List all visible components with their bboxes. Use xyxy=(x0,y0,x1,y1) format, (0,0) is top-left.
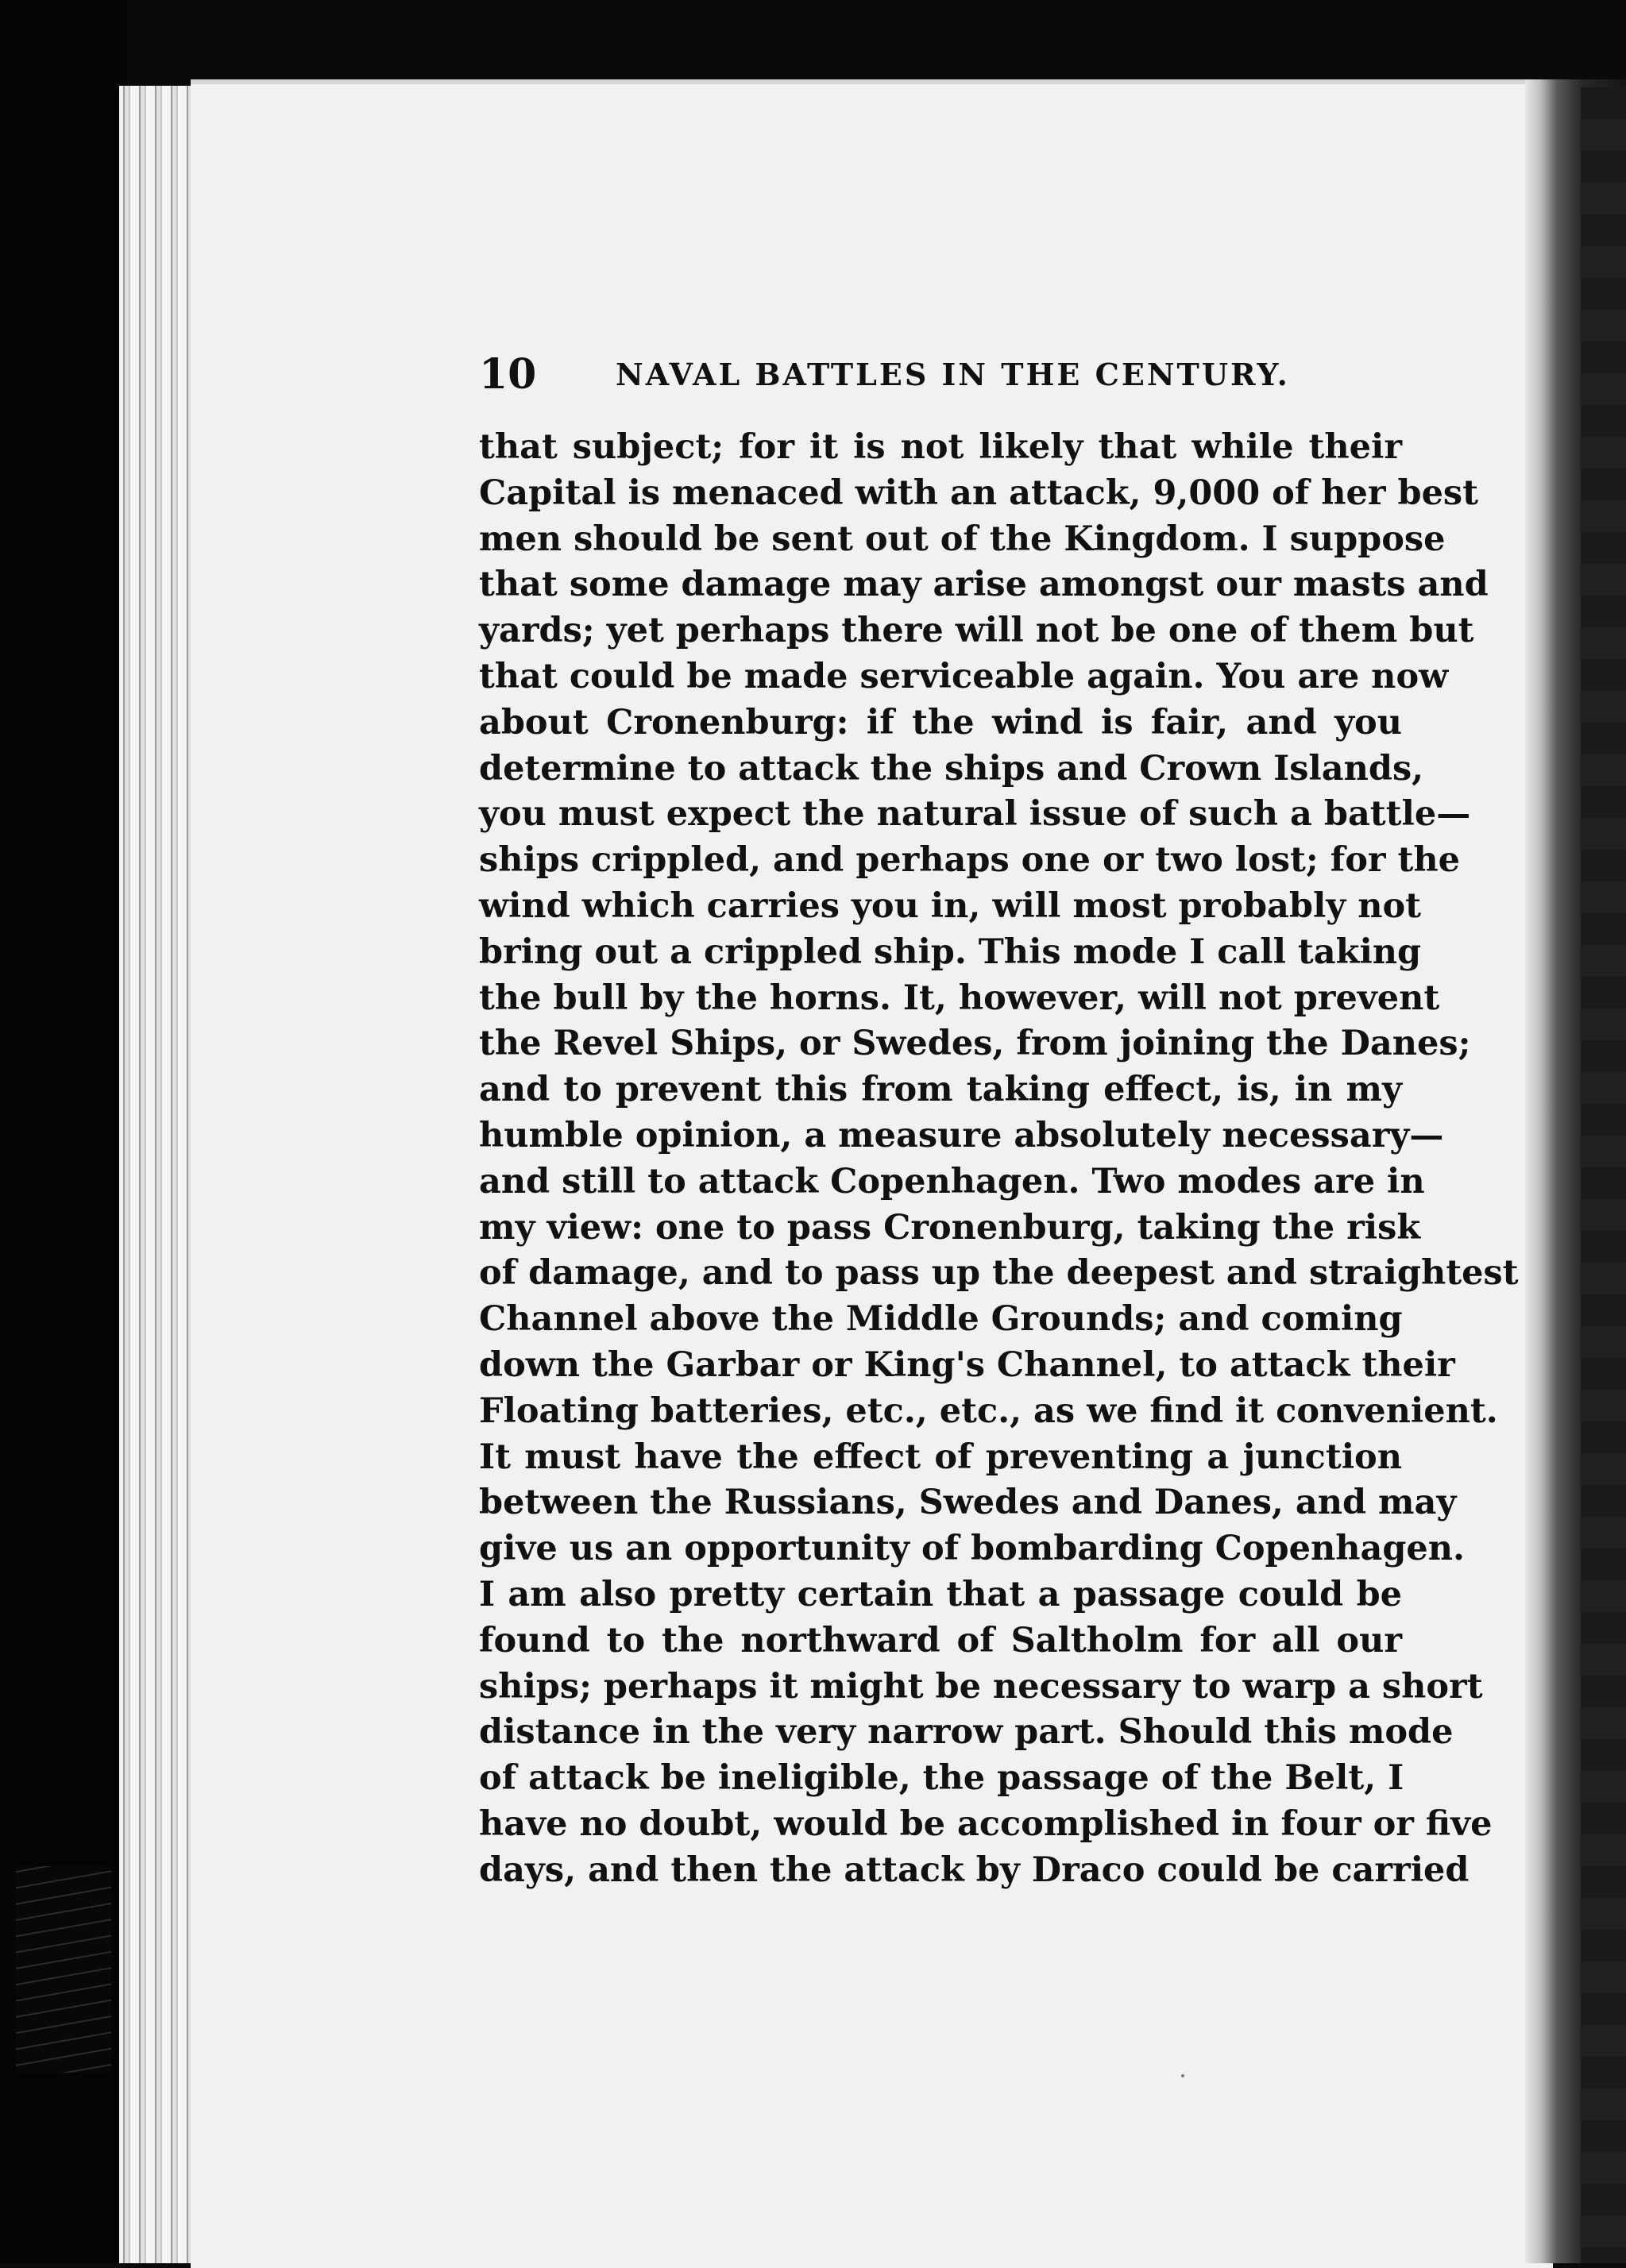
page-stack-edges xyxy=(119,86,191,2263)
text-line: that subject; for it is not likely that while their xyxy=(479,427,1402,467)
scan-speck xyxy=(1181,2074,1184,2077)
text-line: found to the northward of Saltholm for all our xyxy=(479,1620,1402,1660)
text-line: ships crippled, and perhaps one or two lost; for the xyxy=(479,840,1460,881)
text-line: men should be sent out of the Kingdom. I suppose xyxy=(479,519,1446,559)
scan-noise xyxy=(16,1866,111,2073)
text-line: yards; yet perhaps there will not be one of them but xyxy=(479,611,1474,651)
text-line: of attack be ineligible, the passage of the Belt, I xyxy=(479,1758,1404,1799)
text-line: give us an opportunity of bombarding Copenhagen. xyxy=(479,1529,1465,1569)
text-line: the bull by the horns. It, however, will not prevent xyxy=(479,978,1440,1018)
text-line: Capital is menaced with an attack, 9,000 of her best xyxy=(479,472,1479,513)
page-number: 10 xyxy=(479,350,537,399)
running-head xyxy=(479,347,1290,403)
text-line: of damage, and to pass up the deepest and straightest xyxy=(479,1253,1519,1294)
text-line: have no doubt, would be accomplished in four or five xyxy=(479,1803,1493,1844)
text-line: my view: one to pass Cronenburg, taking the risk xyxy=(479,1207,1421,1248)
text-line: bring out a crippled ship. This mode I call taking xyxy=(479,932,1422,972)
text-line: that some damage may arise amongst our masts and xyxy=(479,565,1489,605)
text-line: and still to attack Copenhagen. Two modes are in xyxy=(479,1161,1425,1202)
text-line: the Revel Ships, or Swedes, from joining the Danes; xyxy=(479,1024,1471,1064)
running-head-title: NAVAL BATTLES IN THE CENTURY. xyxy=(616,357,1290,392)
text-line: humble opinion, a measure absolutely necessary— xyxy=(479,1115,1444,1155)
next-page-edge xyxy=(1581,87,1626,2263)
text-line: about Cronenburg: if the wind is fair, and you xyxy=(479,702,1402,742)
text-line: you must expect the natural issue of such a battle— xyxy=(479,794,1471,835)
text-line: determine to attack the ships and Crown Islands, xyxy=(479,748,1424,789)
body-text xyxy=(479,425,1519,1894)
text-line: days, and then the attack by Draco could be carried xyxy=(479,1850,1470,1890)
text-line: that could be made serviceable again. You are now xyxy=(479,656,1449,696)
text-line: down the Garbar or King's Channel, to attack their xyxy=(479,1344,1455,1385)
text-line: I am also pretty certain that a passage could be xyxy=(479,1574,1402,1614)
text-line: and to prevent this from taking effect, is, in my xyxy=(479,1070,1402,1110)
text-line: distance in the very narrow part. Should this mode xyxy=(479,1712,1454,1753)
text-line: between the Russians, Swedes and Danes, and may xyxy=(479,1483,1457,1523)
text-line: ships; perhaps it might be necessary to warp a short xyxy=(479,1666,1483,1707)
text-line: Floating batteries, etc., etc., as we find it convenient. xyxy=(479,1390,1498,1431)
text-line: It must have the effect of preventing a junction xyxy=(479,1437,1402,1477)
text-line: Channel above the Middle Grounds; and coming xyxy=(479,1299,1403,1340)
text-line: wind which carries you in, will most probably not xyxy=(479,885,1422,926)
